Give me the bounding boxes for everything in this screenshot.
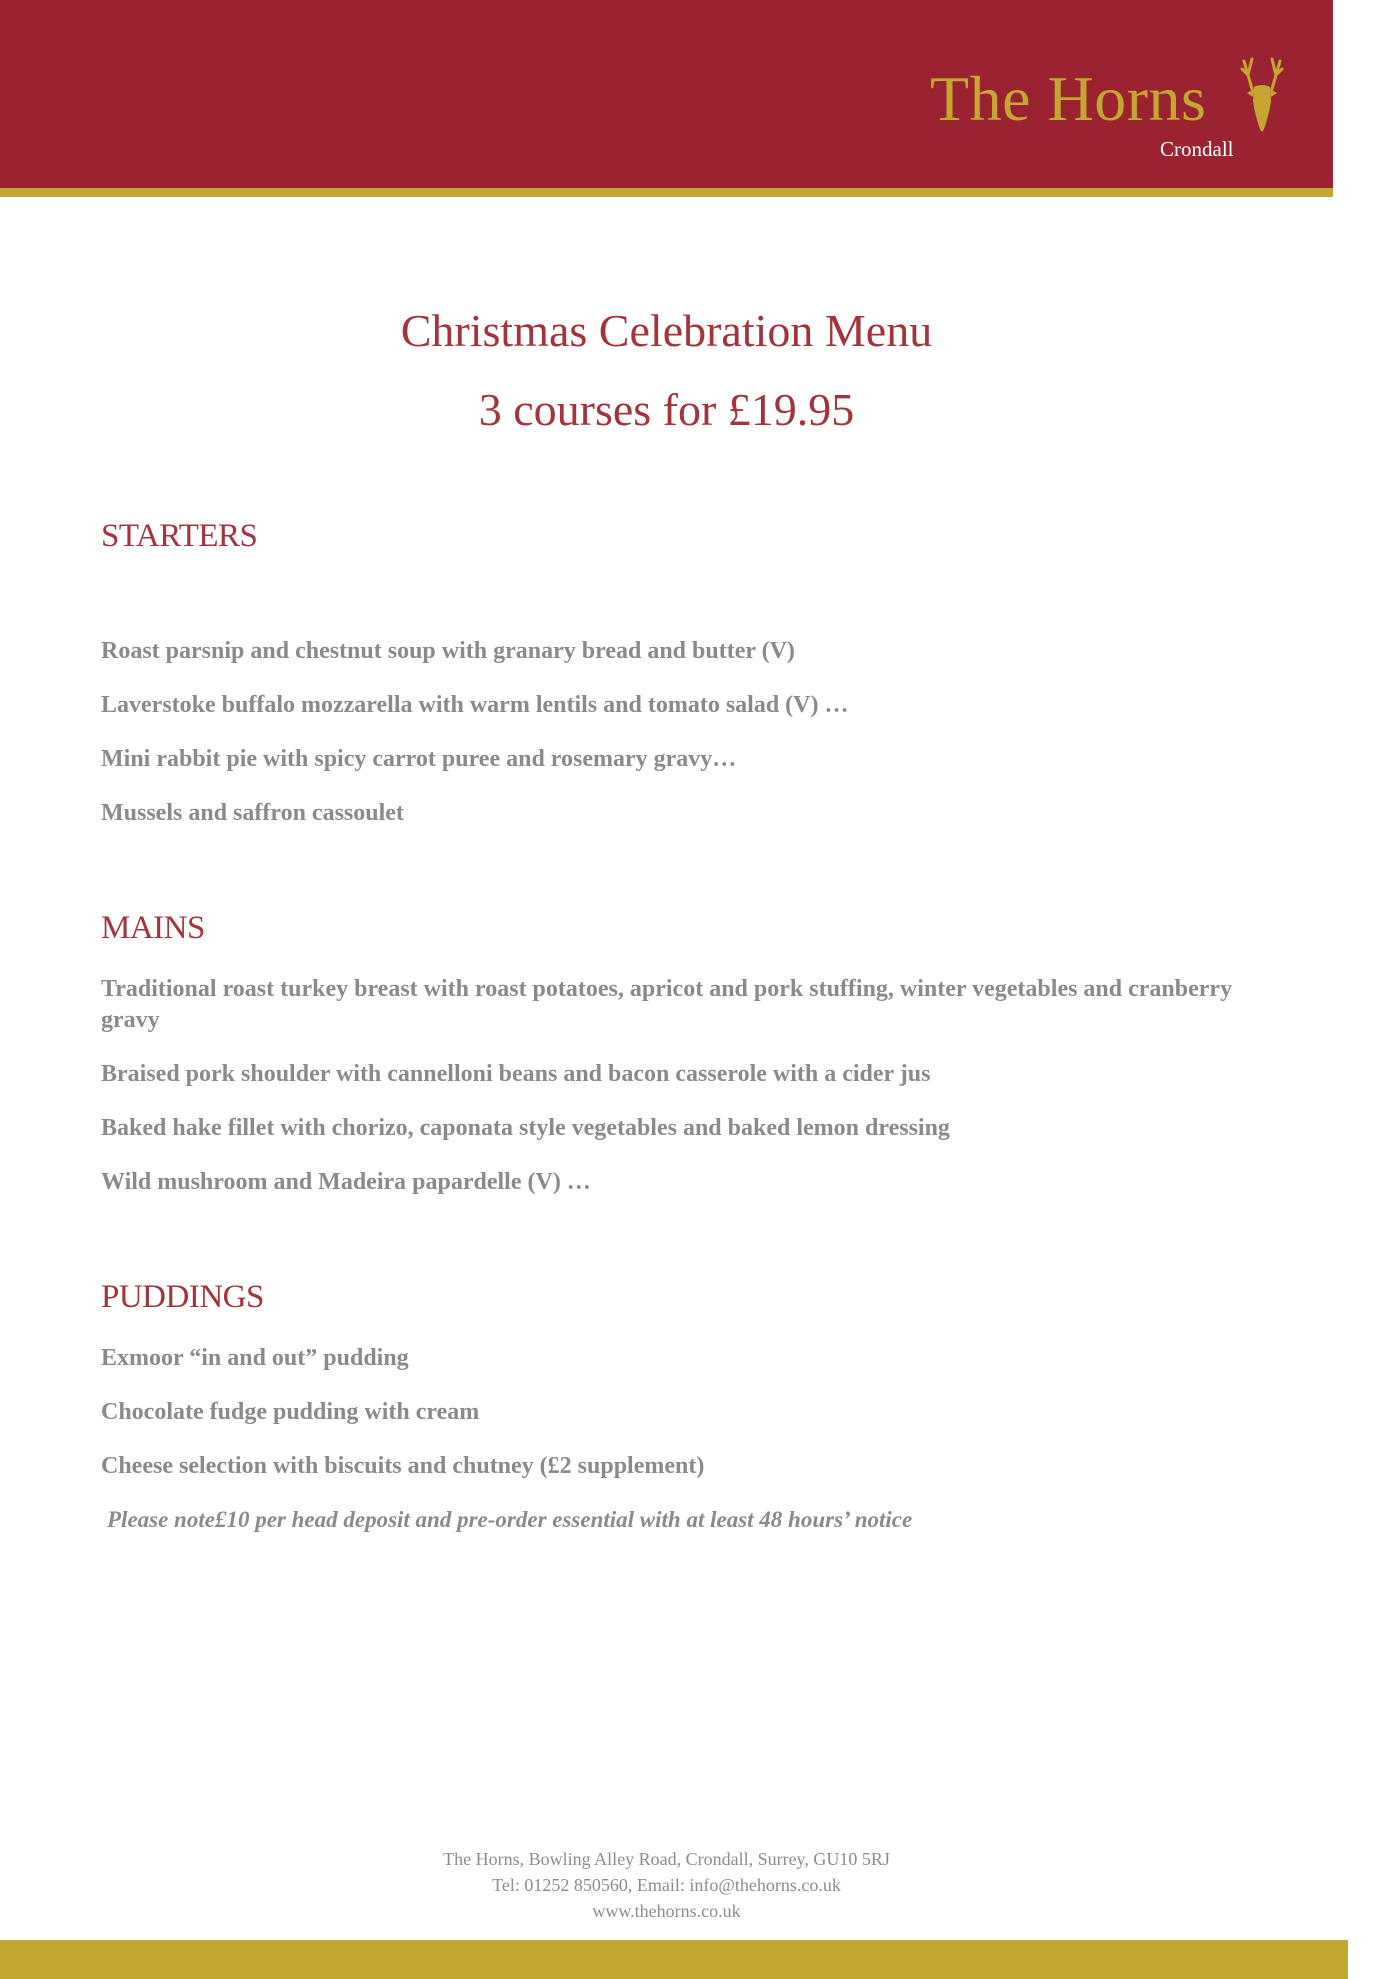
main-item: Wild mushroom and Madeira papardelle (V) … — [101, 1169, 591, 1195]
main-item: Braised pork shoulder with cannelloni beans and bacon casserole with a cider jus — [101, 1061, 931, 1087]
deposit-note: Please note£10 per head deposit and pre-order essential with at least 48 hours’ notice — [107, 1507, 913, 1532]
starter-item: Mussels and saffron cassoulet — [101, 800, 404, 826]
footer-band — [0, 1940, 1348, 1979]
starter-item: Mini rabbit pie with spicy carrot puree and rosemary gravy… — [101, 746, 737, 772]
menu-title: Christmas Celebration Menu — [400, 305, 933, 356]
pudding-item: Chocolate fudge pudding with cream — [101, 1399, 480, 1425]
footer-website: www.thehorns.co.uk — [592, 1901, 741, 1921]
main-item: Baked hake fillet with chorizo, caponata style vegetables and baked lemon dressing — [101, 1115, 950, 1141]
pudding-item: Exmoor “in and out” pudding — [101, 1345, 409, 1371]
header-rule — [0, 188, 1333, 197]
menu-price: 3 courses for £19.95 — [478, 384, 855, 435]
logo — [930, 55, 1290, 165]
puddings-heading: PUDDINGS — [101, 1279, 264, 1315]
mains-heading: MAINS — [101, 910, 205, 946]
starter-item: Roast parsnip and chestnut soup with granary bread and butter (V) — [101, 638, 795, 664]
starters-heading: STARTERS — [101, 518, 258, 554]
footer-address: The Horns, Bowling Alley Road, Crondall, Surrey, GU10 5RJ — [443, 1849, 890, 1869]
stag-head-icon — [1238, 55, 1286, 137]
footer-contact: Tel: 01252 850560, Email: info@thehorns.co.uk — [492, 1875, 841, 1895]
brand-name: The Horns — [930, 63, 1207, 134]
pudding-item: Cheese selection with biscuits and chutney (£2 supplement) — [101, 1453, 705, 1479]
main-item: Traditional roast turkey breast with roast potatoes, apricot and pork stuffing, winter vegetables and cranberry gravy — [101, 976, 1233, 1033]
brand-location: Crondall — [1160, 137, 1234, 161]
starter-item: Laverstoke buffalo mozzarella with warm lentils and tomato salad (V) … — [101, 692, 849, 718]
